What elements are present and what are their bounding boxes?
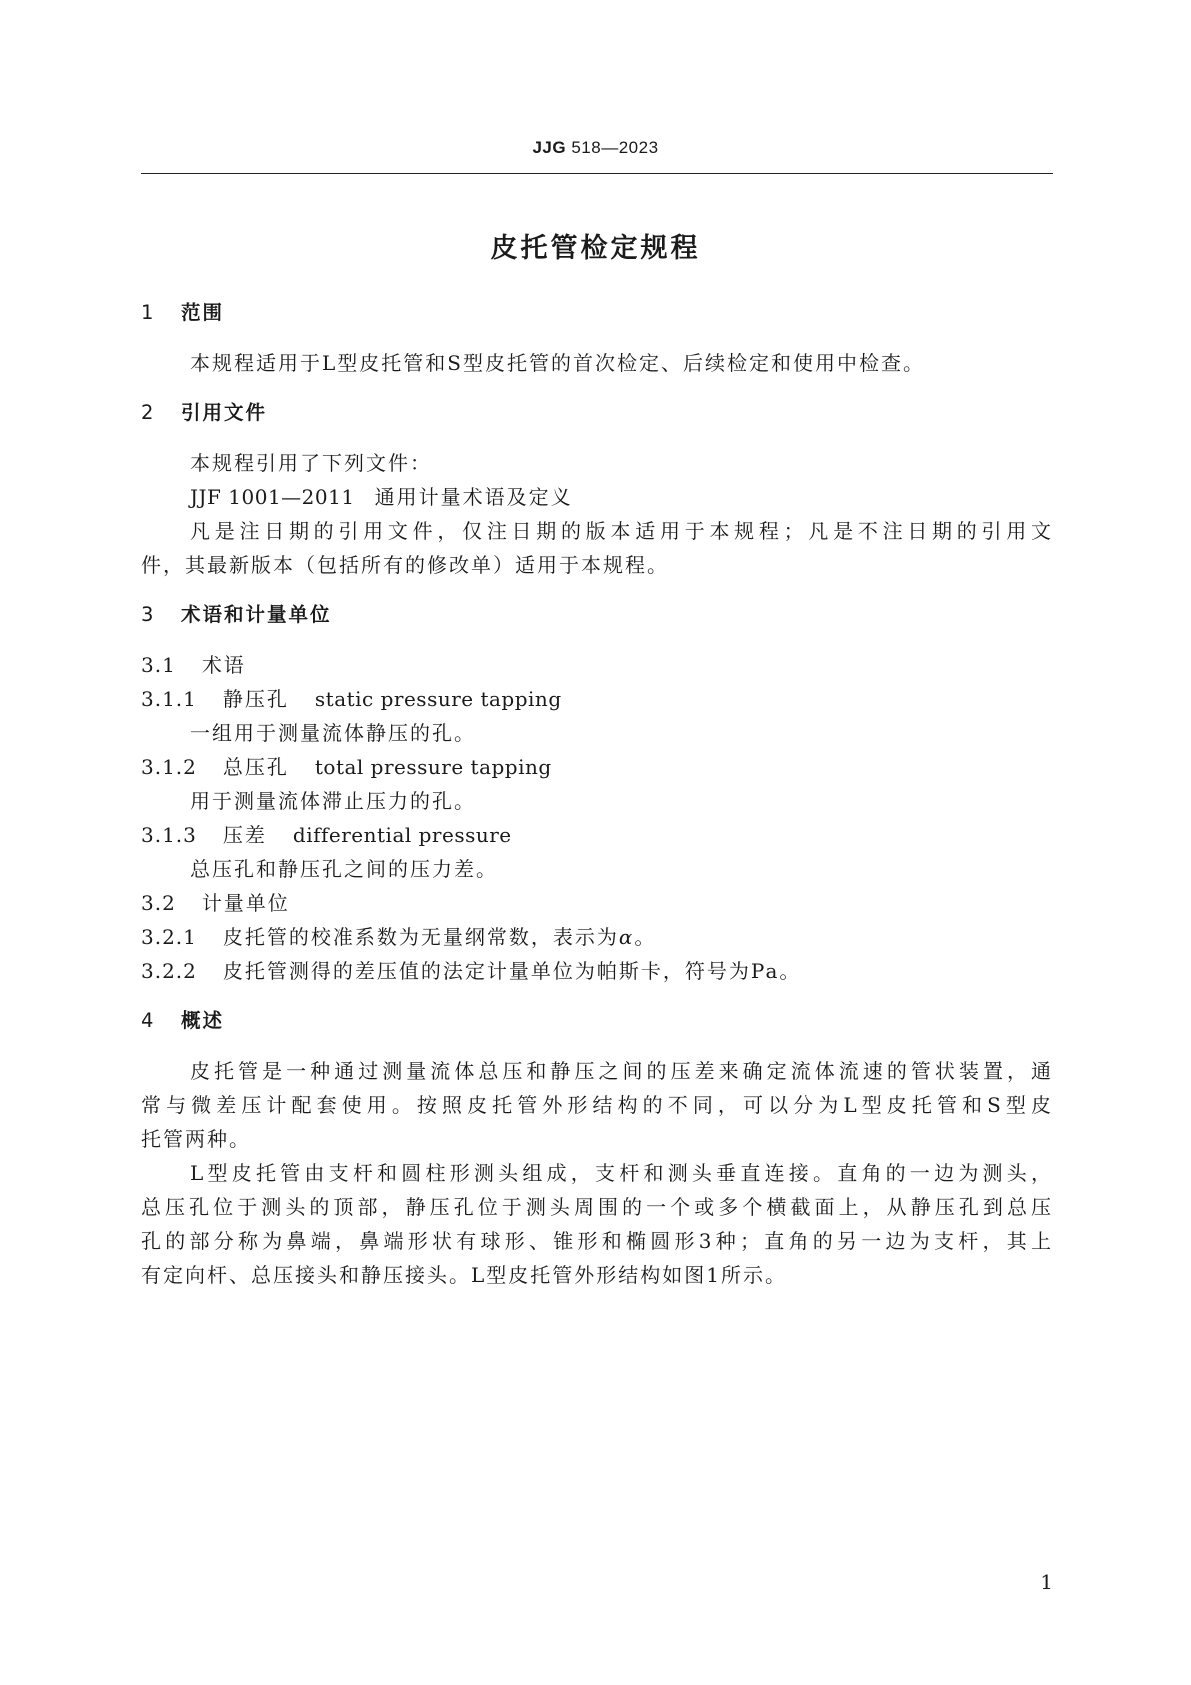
header-rule [141, 173, 1053, 174]
page-number: 1 [1040, 1570, 1053, 1594]
term-definition: 一组用于测量流体静压的孔。 [190, 721, 476, 745]
section-title: 术语和计量单位 [181, 603, 332, 626]
paragraph-line: 总压孔位于测头的顶部，静压孔位于测头周围的一个或多个横截面上，从静压孔到总压 [141, 1195, 1053, 1219]
clause-number: 3.2 [141, 891, 176, 915]
section-heading-1 [141, 299, 224, 327]
document-title: 皮托管检定规程 [490, 233, 701, 264]
clause-number: 3.1.1 [141, 687, 197, 711]
paragraph-line: L型皮托管由支杆和圆柱形测头组成，支杆和测头垂直连接。直角的一边为测头， [190, 1161, 1053, 1185]
clause-3-1-2 [141, 753, 552, 781]
paragraph-line: 有定向杆、总压接头和静压接头。L型皮托管外形结构如图1所示。 [141, 1263, 788, 1287]
clause-3-2-1 [141, 923, 656, 951]
paragraph: 本规程引用了下列文件： [190, 451, 432, 475]
paragraph-line: 凡是注日期的引用文件，仅注日期的版本适用于本规程；凡是不注日期的引用文 [190, 519, 1053, 543]
standard-code-number: 518—2023 [571, 138, 659, 157]
clause-text: 皮托管的校准系数为无量纲常数，表示为 [222, 925, 619, 949]
alpha-symbol: α [618, 925, 635, 949]
term-english: static pressure tapping [314, 687, 562, 711]
term-english: differential pressure [292, 823, 512, 847]
section-title: 概述 [181, 1009, 225, 1032]
reference-code: JJF 1001—2011 [190, 485, 355, 509]
standard-code-prefix: JJG [532, 138, 567, 157]
term-definition: 总压孔和静压孔之间的压力差。 [190, 857, 498, 881]
section-number: 1 [141, 301, 156, 324]
term-english: total pressure tapping [314, 755, 552, 779]
paragraph-line: 托管两种。 [141, 1127, 251, 1151]
clause-3-1-1 [141, 685, 562, 713]
clause-text: 皮托管测得的差压值的法定计量单位为帕斯卡，符号为Pa。 [222, 959, 802, 983]
section-title: 引用文件 [181, 401, 268, 424]
section-heading-4 [141, 1007, 224, 1035]
clause-3-2-2 [141, 957, 801, 985]
reference-title: 通用计量术语及定义 [374, 485, 573, 509]
clause-number: 3.2.1 [141, 925, 197, 949]
section-title: 范围 [181, 301, 225, 324]
clause-3-2 [141, 889, 290, 917]
section-number: 4 [141, 1009, 156, 1032]
clause-number: 3.1 [141, 653, 176, 677]
running-header [0, 138, 1191, 158]
section-number: 2 [141, 401, 156, 424]
paragraph-line: 常与微差压计配套使用。按照皮托管外形结构的不同，可以分为L型皮托管和S型皮 [141, 1093, 1053, 1117]
clause-title: 术语 [201, 653, 246, 677]
section-heading-3 [141, 601, 332, 629]
paragraph-line: 皮托管是一种通过测量流体总压和静压之间的压差来确定流体流速的管状装置，通 [190, 1059, 1053, 1083]
paragraph: 本规程适用于L型皮托管和S型皮托管的首次检定、后续检定和使用中检查。 [190, 351, 925, 375]
clause-text-end: 。 [634, 925, 657, 949]
term-definition: 用于测量流体滞止压力的孔。 [190, 789, 476, 813]
section-heading-2 [141, 399, 267, 427]
clause-number: 3.1.2 [141, 755, 197, 779]
paragraph-line: 件，其最新版本（包括所有的修改单）适用于本规程。 [141, 553, 669, 577]
section-number: 3 [141, 603, 156, 626]
term: 总压孔 [222, 755, 289, 779]
paragraph-line: 孔的部分称为鼻端，鼻端形状有球形、锥形和椭圆形3种；直角的另一边为支杆，其上 [141, 1229, 1053, 1253]
term: 静压孔 [222, 687, 289, 711]
clause-3-1 [141, 651, 246, 679]
reference-item [190, 483, 573, 511]
clause-title: 计量单位 [201, 891, 290, 915]
clause-3-1-3 [141, 821, 512, 849]
clause-number: 3.1.3 [141, 823, 197, 847]
clause-number: 3.2.2 [141, 959, 197, 983]
term: 压差 [222, 823, 267, 847]
